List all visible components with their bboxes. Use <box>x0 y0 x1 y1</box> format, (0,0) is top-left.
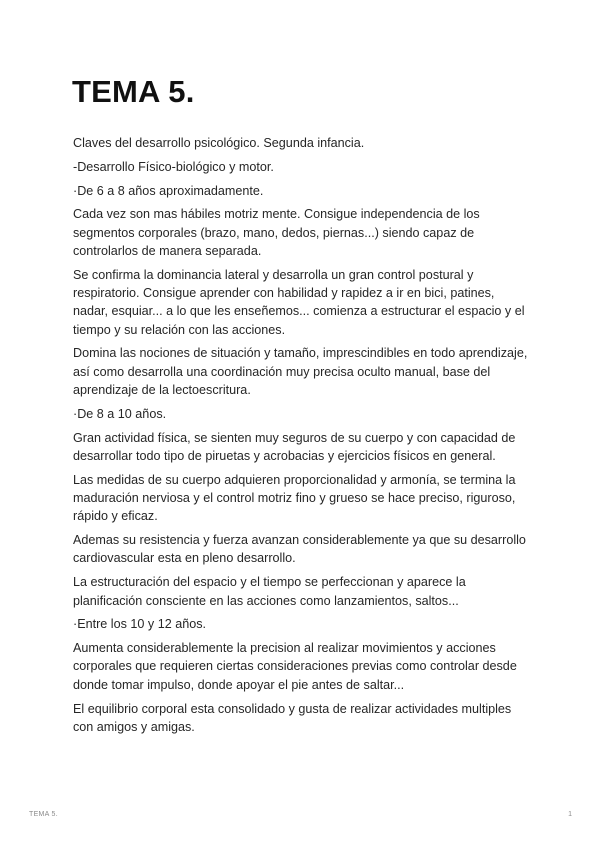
section-heading-physical: -Desarrollo Físico-biológico y motor. <box>73 159 274 174</box>
paragraph: Domina las nociones de situación y tamaño, imprescindibles en todo aprendizaje, así como desarrolla una coordinación muy precisa oculto manual, base del aprendizaje de la lectoescritura. <box>73 346 528 398</box>
paragraph: Aumenta considerablemente la precision al realizar movimientos y acciones corporales que requieren ciertas consideraciones previas como controlar desde donde tomar impulso, donde apoyar el pie antes de saltar... <box>73 641 517 692</box>
page-title: TEMA 5. <box>72 74 195 109</box>
paragraph: Cada vez son mas hábiles motriz mente. Consigue independencia de los segmentos corporales (brazo, mano, dedos, piernas...) siendo capaz de controlarlos de manera separada. <box>73 207 480 258</box>
paragraph: La estructuración del espacio y el tiempo se perfeccionan y aparece la planificación consciente en las acciones como lanzamientos, saltos... <box>73 575 466 608</box>
page-number: 1 <box>568 811 572 818</box>
age-range-8-10: ·De 8 a 10 años. <box>73 406 167 421</box>
document-body <box>73 134 531 742</box>
age-range-6-8: ·De 6 a 8 años aproximadamente. <box>73 183 264 198</box>
paragraph: Ademas su resistencia y fuerza avanzan considerablemente ya que su desarrollo cardiovascular esta en pleno desarrollo. <box>73 533 526 566</box>
footer-title: TEMA 5. <box>29 811 58 818</box>
paragraph: Gran actividad física, se sienten muy seguros de su cuerpo y con capacidad de desarrollar todo tipo de piruetas y acrobacias y ejercicios físicos en general. <box>73 430 516 463</box>
paragraph: Se confirma la dominancia lateral y desarrolla un gran control postural y respiratorio. Consigue aprender con habilidad y rapidez a ir en bici, patines, nadar, esquiar... a lo que les enseñemos... comienza a estructurar el espacio y el tiempo y su relación con las acciones. <box>73 267 525 337</box>
paragraph: El equilibrio corporal esta consolidado y gusta de realizar actividades multiples con amigos y amigas. <box>73 701 512 734</box>
age-range-10-12: ·Entre los 10 y 12 años. <box>73 617 207 632</box>
paragraph: Las medidas de su cuerpo adquieren proporcionalidad y armonía, se termina la maduración nerviosa y el control motriz fino y grueso se hace preciso, riguroso, rápido y eficaz. <box>73 472 516 524</box>
paragraph-intro: Claves del desarrollo psicológico. Segunda infancia. <box>73 136 365 150</box>
